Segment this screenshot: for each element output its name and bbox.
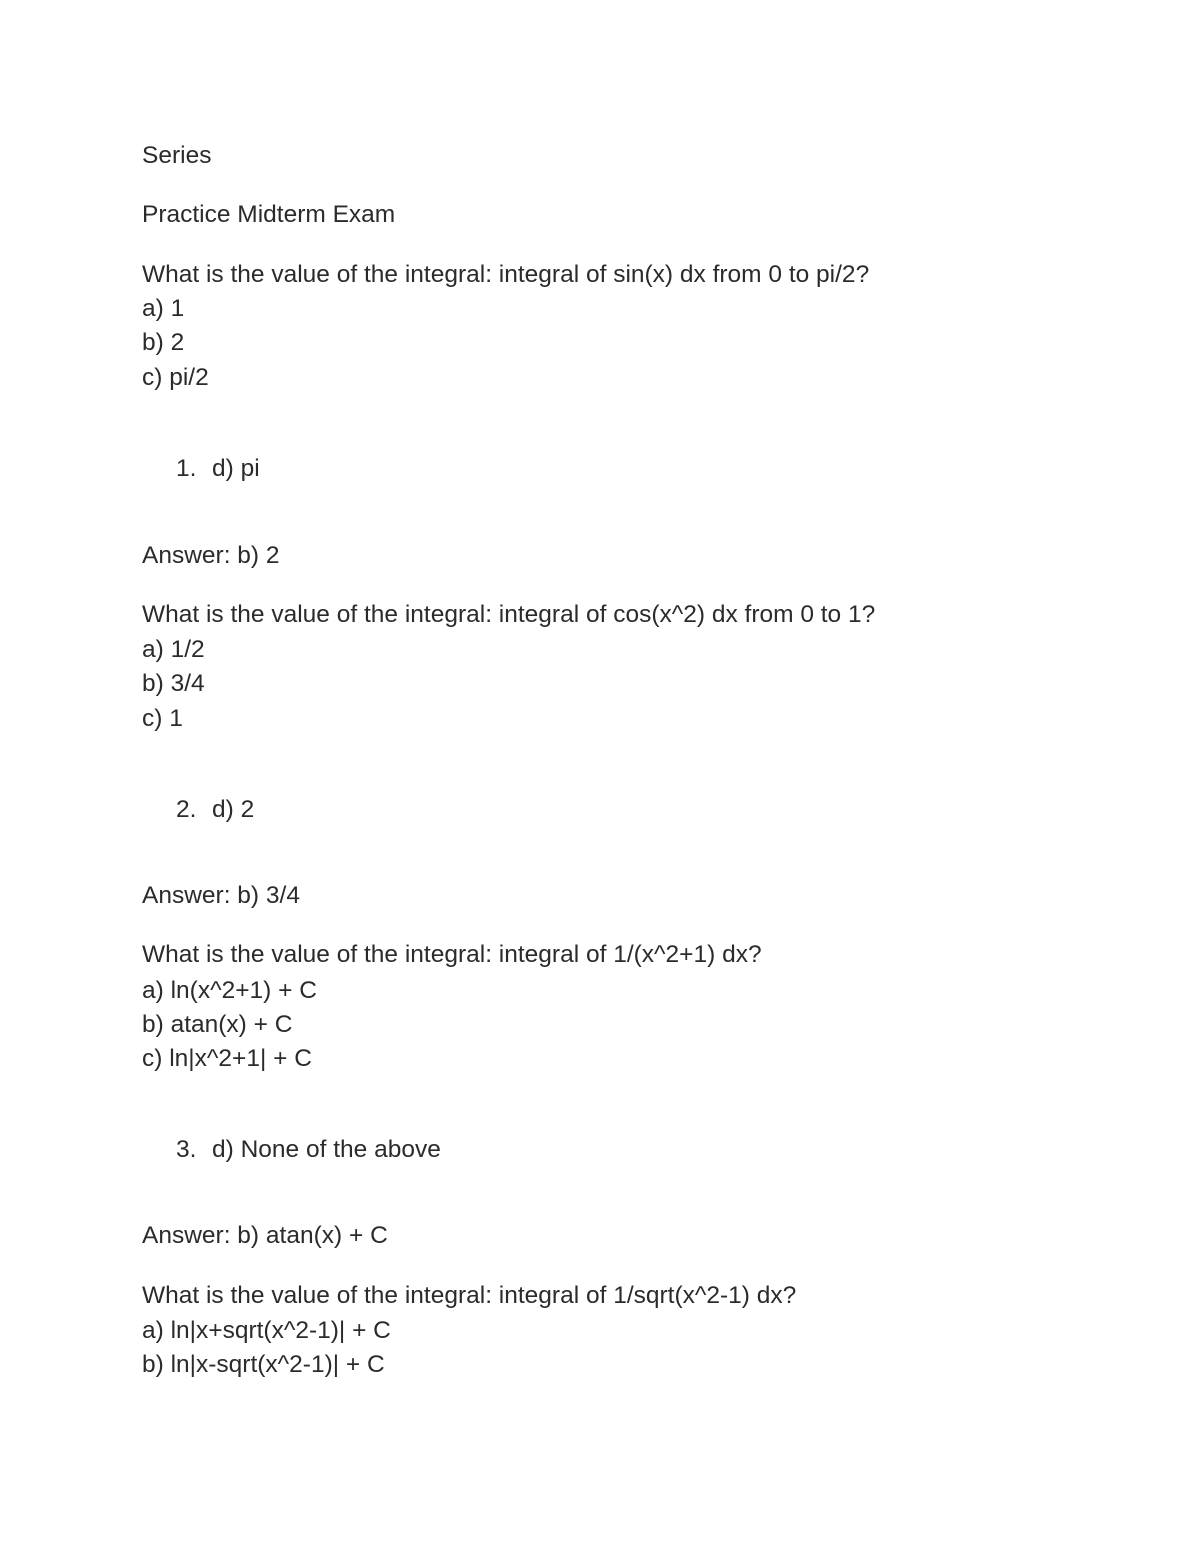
question-2-prompt: What is the value of the integral: integral of cos(x^2) dx from 0 to 1? <box>142 601 876 628</box>
list-number: 3. <box>176 1136 197 1163</box>
question-1-option-b: b) 2 <box>142 329 185 356</box>
exam-title: Practice Midterm Exam <box>142 201 396 228</box>
question-1-option-c: c) pi/2 <box>142 364 209 391</box>
question-1-numbered-option <box>176 454 260 484</box>
question-2-option-b: b) 3/4 <box>142 670 205 697</box>
question-4-option-b: b) ln|x-sqrt(x^2-1)| + C <box>142 1351 385 1378</box>
question-3-option-c: c) ln|x^2+1| + C <box>142 1045 312 1072</box>
question-1-option-d: d) pi <box>212 455 260 482</box>
question-3-answer: Answer: b) atan(x) + C <box>142 1222 388 1249</box>
question-4-option-a: a) ln|x+sqrt(x^2-1)| + C <box>142 1317 391 1344</box>
question-2-option-a: a) 1/2 <box>142 636 205 663</box>
question-1-prompt: What is the value of the integral: integral of sin(x) dx from 0 to pi/2? <box>142 261 870 288</box>
list-number: 1. <box>176 455 197 482</box>
question-2-answer: Answer: b) 3/4 <box>142 882 300 909</box>
question-1-option-a: a) 1 <box>142 295 185 322</box>
question-3-numbered-option <box>176 1135 441 1165</box>
question-3-option-b: b) atan(x) + C <box>142 1011 293 1038</box>
question-2-option-c: c) 1 <box>142 705 183 732</box>
question-2-option-d: d) 2 <box>212 796 255 823</box>
question-3-prompt: What is the value of the integral: integral of 1/(x^2+1) dx? <box>142 941 762 968</box>
course-heading: Series <box>142 142 212 169</box>
question-1-answer: Answer: b) 2 <box>142 542 280 569</box>
question-4-prompt: What is the value of the integral: integral of 1/sqrt(x^2-1) dx? <box>142 1282 797 1309</box>
list-number: 2. <box>176 796 197 823</box>
question-3-option-d: d) None of the above <box>212 1136 441 1163</box>
question-3-option-a: a) ln(x^2+1) + C <box>142 977 317 1004</box>
question-2-numbered-option <box>176 795 254 825</box>
